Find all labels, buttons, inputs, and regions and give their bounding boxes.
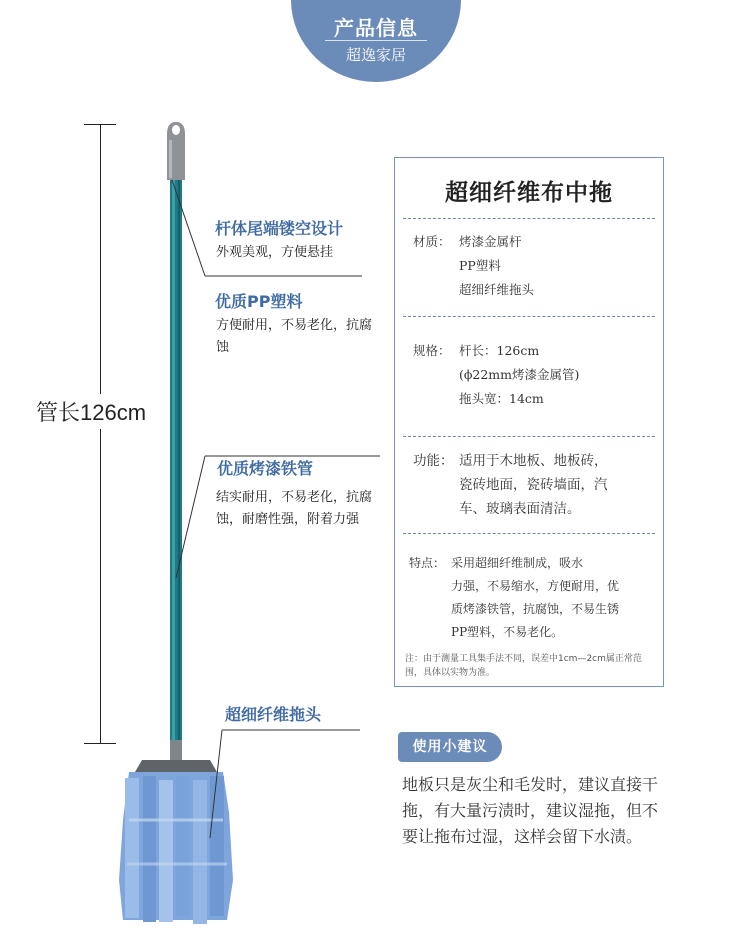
annotation-body-steel-pole: 结实耐用，不易老化，抗腐蚀，耐磨性强，附着力强	[216, 490, 373, 527]
divider	[403, 316, 655, 317]
annotation-title-steel-pole: 优质烤漆铁管	[217, 459, 314, 478]
annotation-title-mop-head: 超细纤维拖头	[225, 705, 322, 724]
feature-label: 特点：	[409, 556, 446, 570]
spec-function	[413, 449, 608, 521]
divider	[403, 218, 655, 219]
material-label: 材质：	[413, 234, 451, 249]
function-label: 功能：	[413, 453, 454, 469]
spec-feature	[409, 552, 619, 644]
function-line: 瓷砖地面，瓷砖墙面，汽	[459, 477, 608, 493]
size-line: 杆长：126cm	[459, 343, 540, 358]
usage-tip-badge: 使用小建议	[398, 732, 502, 762]
feature-line: PP塑料，不易老化。	[451, 625, 564, 639]
function-line: 车、玻璃表面清洁。	[459, 501, 581, 517]
spec-size	[413, 339, 579, 411]
pole-length-label: 管长126cm	[36, 394, 146, 429]
annotation-title-hanging-end: 杆体尾端镂空设计	[215, 219, 344, 238]
section-title: 产品信息	[334, 16, 418, 40]
material-line: 超细纤维拖头	[459, 282, 535, 297]
brand-name: 超逸家居	[345, 46, 406, 64]
annotation-body-hanging-end: 外观美观，方便悬挂	[216, 245, 334, 260]
product-spec-box	[394, 157, 664, 687]
material-line: PP塑料	[459, 258, 501, 273]
size-label: 规格：	[413, 343, 451, 358]
product-name: 超细纤维布中拖	[445, 180, 613, 206]
usage-tip-text: 地板只是灰尘和毛发时，建议直接干拖，有大量污渍时，建议湿拖，但不要让拖布过湿，这样会留下水渍。	[402, 775, 659, 846]
divider	[403, 436, 655, 437]
size-line: (ϕ22mm烤漆金属管)	[459, 367, 580, 382]
size-line: 拖头宽：14cm	[459, 391, 544, 406]
feature-line: 采用超细纤维制成，吸水	[451, 556, 584, 570]
function-line: 适用于木地板、地板砖，	[459, 453, 608, 469]
annotation-title-pp-plastic: 优质PP塑料	[215, 292, 303, 311]
spec-material	[413, 230, 534, 302]
measurement-note: 注：由于测量工具集手法不同，误差中1cm—2cm属正常范围，具体以实物为准。	[405, 654, 642, 678]
divider	[403, 533, 655, 534]
feature-line: 质烤漆铁管，抗腐蚀，不易生锈	[451, 602, 620, 616]
material-line: 烤漆金属杆	[459, 234, 522, 249]
annotation-body-pp-plastic: 方便耐用，不易老化，抗腐蚀	[216, 318, 373, 355]
feature-line: 力强，不易缩水，方便耐用，优	[451, 579, 620, 593]
